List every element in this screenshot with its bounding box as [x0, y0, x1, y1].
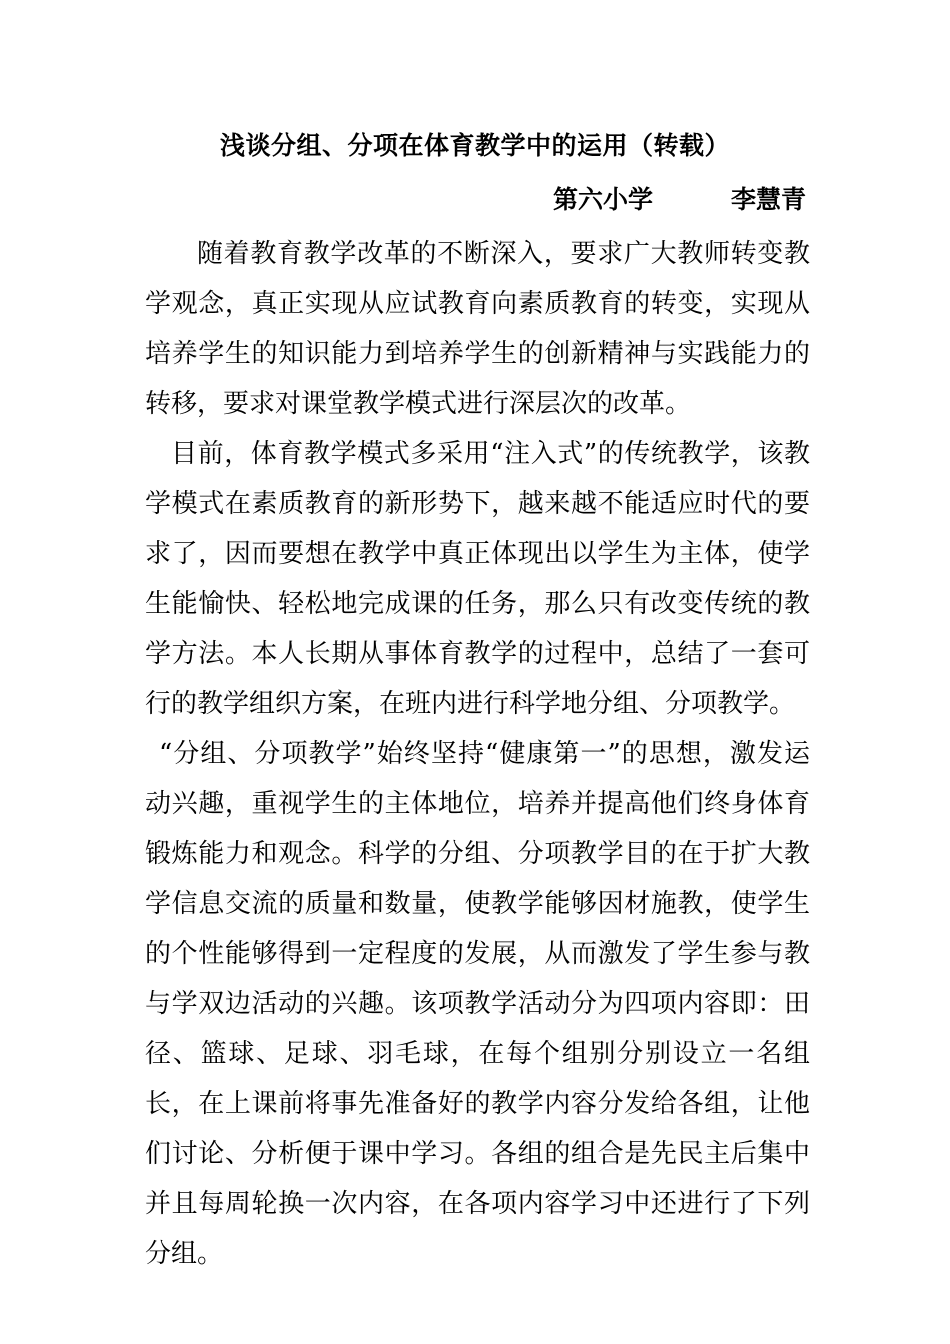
paragraph-1: 随着教育教学改革的不断深入，要求广大教师转变教学观念，真正实现从应试教育向素质教育的转变，实现从培养学生的知识能力到培养学生的创新精神与实践能力的转移，要求对课堂教学模式进行深层次的改革。 — [145, 239, 810, 419]
document-title: 浅谈分组、分项在体育教学中的运用（转载） — [219, 131, 730, 160]
author-name: 李慧青 — [730, 185, 806, 214]
paragraph-3: “分组、分项教学”始终坚持“健康第一”的思想，激发运动兴趣，重视学生的主体地位，培养并提高他们终身体育锻炼能力和观念。科学的分组、分项教学目的在于扩大教学信息交流的质量和数量，使教学能够因材施教，使学生的个性能够得到一定程度的发展，从而激发了学生参与教与学双边活动的兴趣。该项教学活动分为四项内容即：田径、篮球、足球、羽毛球，在每个组别分别设立一名组长，在上课前将事先准备好的教学内容分发给各组，让他们讨论、分析便于课中学习。各组的组合是先民主后集中并且每周轮换一次内容，在各项内容学习中还进行了下列分组。 — [145, 739, 810, 1269]
body-text — [145, 229, 810, 1279]
school-name: 第六小学 — [552, 185, 653, 214]
byline — [553, 180, 806, 220]
paragraph-2: 目前，体育教学模式多采用“注入式”的传统教学，该教学模式在素质教育的新形势下，越来越不能适应时代的要求了，因而要想在教学中真正体现出以学生为主体，使学生能愉快、轻松地完成课的任务，那么只有改变传统的教学方法。本人长期从事体育教学的过程中，总结了一套可行的教学组织方案，在班内进行科学地分组、分项教学。 — [145, 439, 810, 719]
